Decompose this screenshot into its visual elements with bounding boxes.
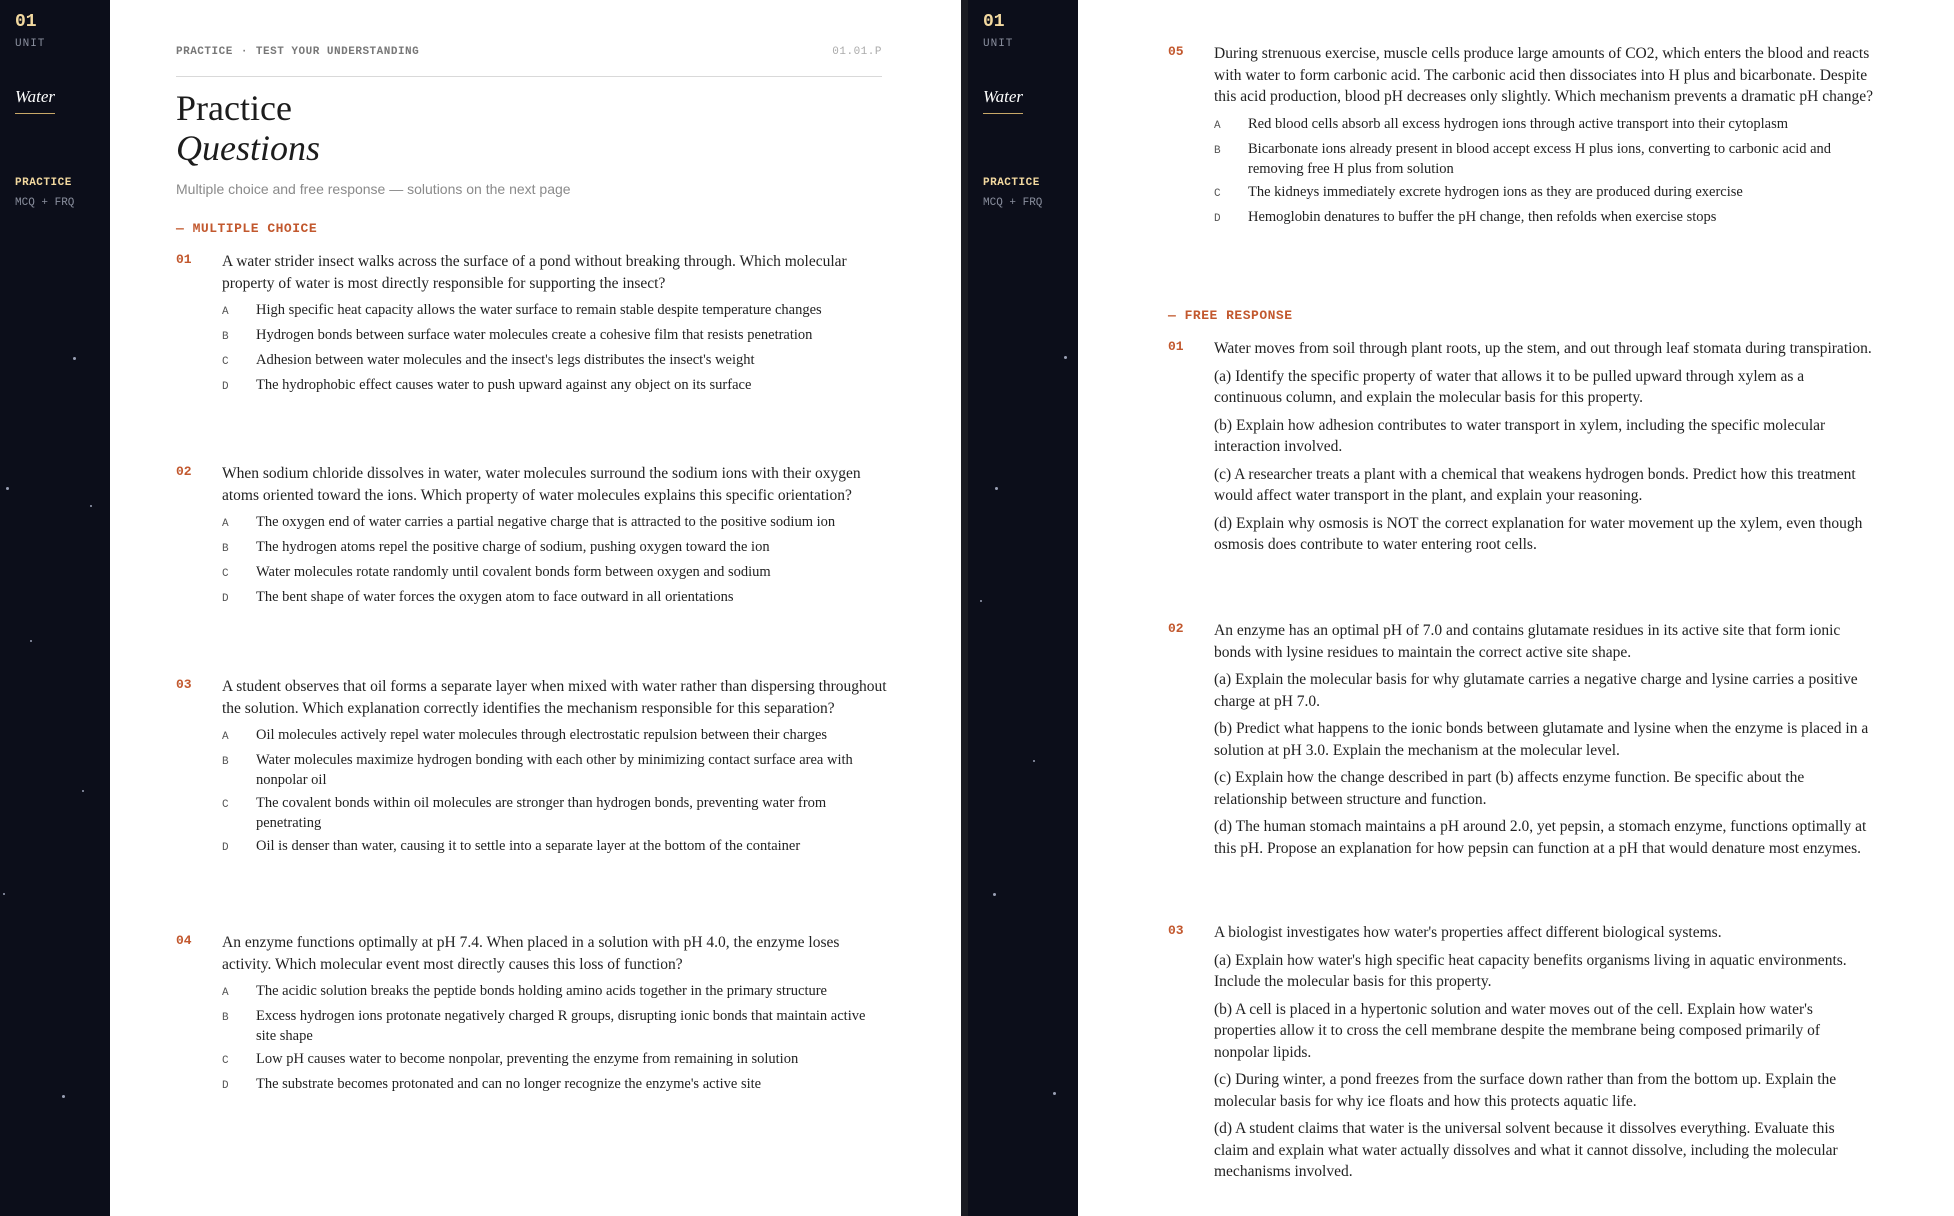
- mcq-section-label: — MULTIPLE CHOICE: [176, 221, 318, 236]
- question-part: (d) A student claims that water is the universal solvent because it dissolves everything. Evaluate this claim and explain what water actually dissolves and what it cannot dissolve, including the molecular mechanisms involved.: [1214, 1120, 1838, 1180]
- option-list: [222, 981, 888, 1096]
- option-letter: A: [1214, 119, 1221, 132]
- question-text: During strenuous exercise, muscle cells produce large amounts of CO2, which enters the blood and reacts with water to form carbonic acid. The carbonic acid then dissociates into H plus and bicarbonate. Despite this acid production, blood pH decreases only slightly. Which mechanism prevents a dramatic pH change?: [1214, 45, 1873, 105]
- question-part: (a) Explain how water's high specific heat capacity benefits organisms living in aquatic environments. Include the molecular basis for this property.: [1214, 951, 1847, 990]
- answer-option[interactable]: [222, 375, 888, 397]
- question-text: When sodium chloride dissolves in water, water molecules surround the sodium ions with their oxygen atoms oriented toward the ions. Which property of water molecules explains this specific orientation?: [222, 465, 861, 504]
- option-text: The bent shape of water forces the oxygen atom to face outward in all orientations: [256, 589, 734, 605]
- answer-option[interactable]: [222, 1049, 888, 1071]
- option-letter: A: [222, 518, 229, 530]
- question-text: An enzyme has an optimal pH of 7.0 and contains glutamate residues in its active site that form ionic bonds with lysine residues to maintain the correct active site shape.: [1214, 622, 1841, 661]
- answer-option[interactable]: [222, 836, 888, 858]
- frq-section-label: — FREE RESPONSE: [1168, 308, 1293, 323]
- question-text: A student observes that oil forms a separate layer when mixed with water rather than dispersing throughout the solution. Which explanation correctly identifies the mechanism responsible for this separation?: [222, 678, 887, 717]
- sidebar-left: [0, 0, 110, 1216]
- answer-option[interactable]: [222, 793, 888, 833]
- question-number: 02: [176, 464, 192, 479]
- option-text: Oil molecules actively repel water molecules through electrostatic repulsion between their charges: [256, 727, 828, 743]
- option-letter: B: [1214, 144, 1221, 157]
- option-text: Hydrogen bonds between surface water molecules create a cohesive film that resists penetration: [256, 327, 813, 343]
- section-label: PRACTICE: [15, 177, 72, 189]
- answer-option[interactable]: [222, 300, 888, 322]
- answer-option[interactable]: [222, 350, 888, 372]
- question-text: Water moves from soil through plant roots, up the stem, and out through leaf stomata during transpiration.: [1214, 340, 1872, 357]
- question-part: (c) During winter, a pond freezes from the surface down rather than from the bottom up. Explain the molecular basis for why ice floats and how this protects aquatic life.: [1214, 1071, 1837, 1110]
- option-letter: D: [222, 381, 229, 393]
- question-number: 02: [1168, 621, 1184, 636]
- option-text: Oil is denser than water, causing it to settle into a separate layer at the bottom of the container: [256, 838, 801, 854]
- answer-option[interactable]: [222, 750, 888, 790]
- page-subtitle: Multiple choice and free response — solutions on the next page: [176, 181, 571, 197]
- answer-option[interactable]: [222, 1006, 888, 1046]
- breadcrumb-item-practice: PRACTICE: [176, 46, 233, 58]
- option-list: [222, 512, 888, 609]
- option-letter: D: [1214, 212, 1221, 225]
- page-title: Practice: [176, 88, 292, 128]
- breadcrumb-separator: ·: [240, 46, 248, 58]
- section-sub-label: MCQ + FRQ: [983, 197, 1043, 209]
- option-letter: C: [222, 568, 229, 580]
- unit-label: UNIT: [15, 38, 46, 50]
- question-part: (a) Explain the molecular basis for why glutamate carries a negative charge and lysine carries a positive charge at pH 7.0.: [1214, 671, 1858, 710]
- option-text: The oxygen end of water carries a partial negative charge that is attracted to the positive sodium ion: [256, 514, 836, 530]
- question-number: 04: [176, 933, 192, 948]
- star-dot: [82, 790, 84, 792]
- option-text: Low pH causes water to become nonpolar, preventing the enzyme from remaining in solution: [256, 1051, 799, 1067]
- answer-option[interactable]: [222, 325, 888, 347]
- star-dot: [1033, 760, 1035, 762]
- option-list: [222, 300, 888, 397]
- topic-title: Water: [15, 87, 55, 114]
- question-part: (b) Explain how adhesion contributes to water transport in xylem, including the specific molecular interaction involved.: [1214, 416, 1826, 455]
- question-mcq-01: [176, 251, 888, 400]
- option-text: The kidneys immediately excrete hydrogen ions as they are produced during exercise: [1248, 183, 1743, 200]
- star-dot: [1053, 1092, 1056, 1095]
- star-dot: [995, 487, 998, 490]
- answer-option[interactable]: [222, 562, 888, 584]
- option-letter: A: [222, 731, 229, 743]
- option-text: Bicarbonate ions already present in blood accept excess H plus ions, converting to carbonic acid and removing free H plus from solution: [1248, 140, 1832, 177]
- answer-option[interactable]: [1214, 182, 1873, 204]
- option-text: Adhesion between water molecules and the insect's legs distributes the insect's weight: [256, 352, 755, 368]
- unit-number: 01: [15, 12, 37, 32]
- answer-option[interactable]: [222, 1074, 888, 1096]
- option-text: The substrate becomes protonated and can no longer recognize the enzyme's active site: [256, 1076, 762, 1092]
- question-mcq-03: [176, 676, 888, 861]
- option-letter: B: [222, 1012, 229, 1024]
- option-letter: C: [222, 799, 229, 811]
- star-dot: [30, 640, 32, 642]
- question-number: 03: [1168, 923, 1184, 938]
- answer-option[interactable]: [222, 981, 888, 1003]
- option-text: The hydrophobic effect causes water to push upward against any object on its surface: [256, 377, 752, 393]
- answer-option[interactable]: [222, 512, 888, 534]
- question-mcq-02: [176, 463, 888, 612]
- question-part: (a) Identify the specific property of water that allows it to be pulled upward through xylem as a continuous column, and explain the molecular basis for this property.: [1214, 367, 1805, 406]
- question-part: (d) Explain why osmosis is NOT the correct explanation for water movement up the xylem, even though osmosis does contribute to water entering root cells.: [1214, 514, 1863, 553]
- question-text: A water strider insect walks across the surface of a pond without breaking through. Which molecular property of water is most directly responsible for supporting the insect?: [222, 253, 847, 292]
- option-letter: A: [222, 987, 229, 999]
- answer-option[interactable]: [1214, 139, 1873, 179]
- option-text: Red blood cells absorb all excess hydrogen ions through active transport into their cytoplasm: [1248, 115, 1789, 132]
- question-part: (c) A researcher treats a plant with a chemical that weakens hydrogen bonds. Predict how this treatment would affect water transport in the plant, and explain your reasoning.: [1214, 465, 1856, 504]
- option-letter: C: [222, 1055, 229, 1067]
- section-label: PRACTICE: [983, 177, 1040, 189]
- star-dot: [1064, 356, 1067, 359]
- unit-number: 01: [983, 12, 1005, 32]
- option-text: The covalent bonds within oil molecules are stronger than hydrogen bonds, preventing water from penetrating: [256, 795, 827, 831]
- option-letter: B: [222, 331, 229, 343]
- question-frq-03: [1168, 922, 1873, 1183]
- answer-option[interactable]: [1214, 114, 1873, 136]
- question-frq-02: [1168, 620, 1873, 859]
- question-text: A biologist investigates how water's properties affect different biological systems.: [1214, 924, 1722, 941]
- page-title-italic: Questions: [176, 128, 320, 168]
- question-frq-01: [1168, 338, 1873, 556]
- option-letter: C: [1214, 187, 1221, 200]
- star-dot: [3, 893, 5, 895]
- question-mcq-04: [176, 932, 888, 1099]
- section-sub-label: MCQ + FRQ: [15, 197, 75, 209]
- question-part: (c) Explain how the change described in part (b) affects enzyme function. Be specific about the relationship between structure and function.: [1214, 769, 1805, 808]
- question-number: 03: [176, 677, 192, 692]
- star-dot: [90, 505, 92, 507]
- option-text: High specific heat capacity allows the water surface to remain stable despite temperature changes: [256, 302, 822, 318]
- star-dot: [73, 357, 76, 360]
- option-letter: C: [222, 356, 229, 368]
- question-part: (d) The human stomach maintains a pH around 2.0, yet pepsin, a stomach enzyme, functions optimally at this pH. Propose an explanation for how pepsin can function at a pH that would denature most enzymes.: [1214, 818, 1867, 857]
- option-list: [222, 725, 888, 858]
- question-text: An enzyme functions optimally at pH 7.4. When placed in a solution with pH 4.0, the enzyme loses activity. Which molecular event most directly causes this loss of function?: [222, 934, 840, 973]
- answer-option[interactable]: [1214, 207, 1873, 229]
- page-code: 01.01.P: [832, 46, 882, 58]
- option-text: The hydrogen atoms repel the positive charge of sodium, pushing oxygen toward the ion: [256, 539, 770, 555]
- star-dot: [980, 600, 982, 602]
- option-text: Hemoglobin denatures to buffer the pH change, then refolds when exercise stops: [1248, 208, 1717, 225]
- option-letter: A: [222, 306, 229, 318]
- option-letter: D: [222, 842, 229, 854]
- sidebar-right: [968, 0, 1078, 1216]
- option-text: Water molecules maximize hydrogen bonding with each other by minimizing contact surface area with nonpolar oil: [256, 752, 853, 788]
- topic-title: Water: [983, 87, 1023, 114]
- star-dot: [62, 1095, 65, 1098]
- star-dot: [993, 893, 996, 896]
- question-part: (b) Predict what happens to the ionic bonds between glutamate and lysine when the enzyme is placed in a solution at pH 3.0. Explain the mechanism at the molecular level.: [1214, 720, 1869, 759]
- breadcrumb-item-test: TEST YOUR UNDERSTANDING: [255, 46, 420, 58]
- question-part: (b) A cell is placed in a hypertonic solution and water moves out of the cell. Explain how water's properties allow it to cross the cell membrane despite the membrane being composed primarily of nonpolar lipids.: [1214, 1000, 1821, 1061]
- question-number: 05: [1168, 44, 1184, 59]
- question-number: 01: [1168, 339, 1184, 354]
- question-mcq-05: [1168, 43, 1873, 232]
- option-list: [1214, 114, 1873, 229]
- breadcrumb: [176, 46, 882, 77]
- answer-option[interactable]: [222, 587, 888, 609]
- option-text: Water molecules rotate randomly until covalent bonds form between oxygen and sodium: [256, 564, 771, 580]
- option-text: Excess hydrogen ions protonate negatively charged R groups, disrupting ionic bonds that maintain active site shape: [256, 1008, 866, 1044]
- answer-option[interactable]: [222, 725, 888, 747]
- question-number: 01: [176, 252, 192, 267]
- answer-option[interactable]: [222, 537, 888, 559]
- option-letter: B: [222, 543, 229, 555]
- star-dot: [6, 487, 9, 490]
- left-page: [0, 0, 968, 1216]
- unit-label: UNIT: [983, 38, 1014, 50]
- option-letter: D: [222, 593, 229, 605]
- option-letter: B: [222, 756, 229, 768]
- option-text: The acidic solution breaks the peptide bonds holding amino acids together in the primary structure: [256, 983, 827, 999]
- option-letter: D: [222, 1080, 229, 1092]
